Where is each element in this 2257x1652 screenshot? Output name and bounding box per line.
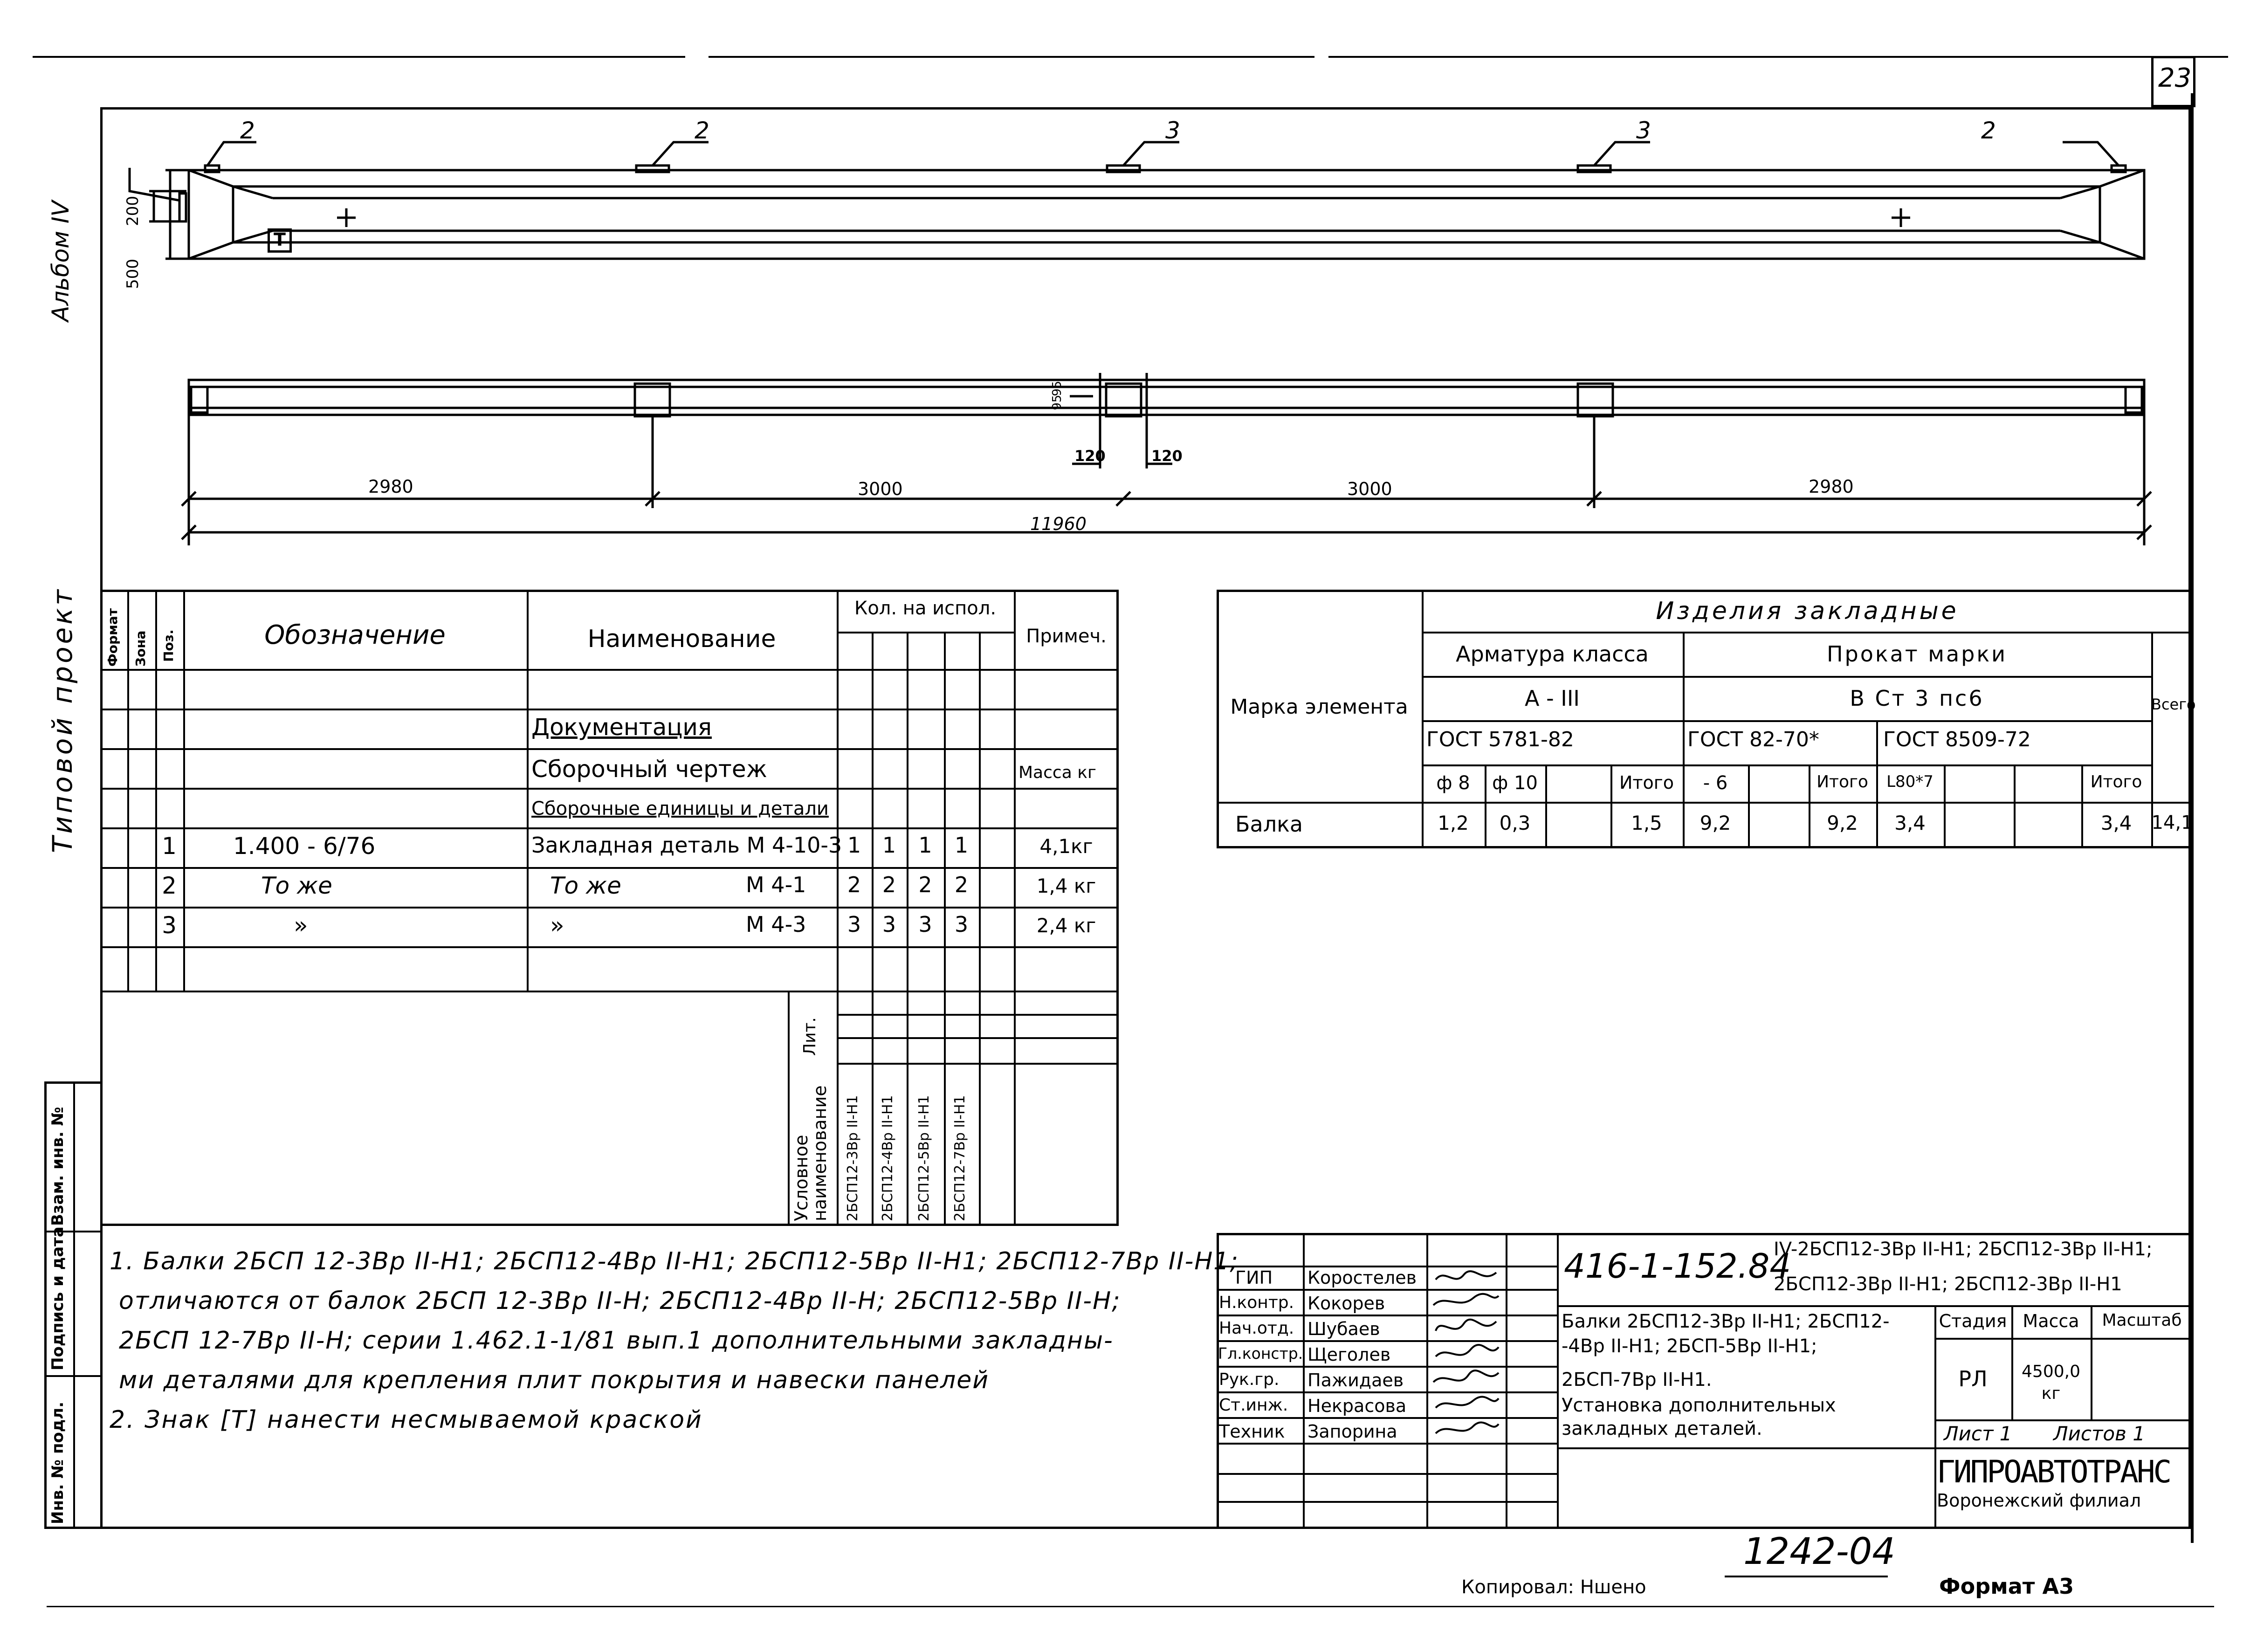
note-line: 2БСП 12-7Вр II-Н; серии 1.462.1-1/81 вып.1 дополнительными закладны-	[119, 1327, 1114, 1355]
qty-cell: 2	[847, 872, 861, 897]
value-cell: 3,4	[2100, 812, 2132, 834]
table-rule	[1545, 764, 1547, 848]
total-label: Всего	[2151, 695, 2196, 713]
organization-name: ГИПРОАВТОТРАНС	[1937, 1454, 2170, 1490]
table-rule	[1217, 1501, 1557, 1503]
signatures-column	[1426, 1266, 1506, 1445]
variant-label: 2БСП12-4Вр II-Н1	[880, 1095, 896, 1221]
table-rule	[1557, 1305, 2193, 1307]
signature-mark	[1433, 1294, 1499, 1305]
signature-mark	[1436, 1345, 1499, 1356]
lit-label: Лит.	[800, 1017, 819, 1056]
variants-line: IV-2БСП12-3Вр II-Н1; 2БСП12-3Вр II-Н1;	[1774, 1239, 2153, 1260]
value-cell: 9,2	[1827, 812, 1858, 834]
rolled-gost-1: ГОСТ 82-70*	[1687, 728, 1819, 751]
note-line: отличаются от балок 2БСП 12-3Вр II-Н; 2БСП12-4Вр II-Н; 2БСП12-5Вр II-Н;	[119, 1287, 1121, 1315]
signature-mark	[1436, 1422, 1499, 1433]
mark-label: 2	[1981, 117, 1996, 144]
top-trim-line	[709, 56, 1314, 58]
rolled-grade: В Ст 3 пс6	[1850, 686, 1984, 711]
table-rule	[837, 632, 1014, 633]
header-name: Наименование	[587, 625, 776, 653]
value-cell: 1,2	[1438, 812, 1469, 834]
stamp-divider	[44, 1375, 103, 1377]
format-label: Формат А3	[1939, 1574, 2074, 1599]
variant-label: 2БСП12-5Вр II-Н1	[916, 1095, 932, 1221]
header-format: Формат	[105, 608, 120, 667]
row-note: Масса кг	[1018, 763, 1096, 782]
table-rule	[837, 1014, 1119, 1016]
row-pos: 2	[162, 872, 177, 899]
sub-header: Итого	[2090, 772, 2142, 792]
table-rule	[100, 946, 1119, 948]
stamp-divider	[73, 1081, 75, 1529]
role-label: Рук.гр.	[1219, 1370, 1280, 1389]
signature-mark	[1436, 1320, 1496, 1331]
qty-cell: 2	[882, 872, 896, 897]
table-rule	[1422, 632, 2193, 633]
embedded-title: Изделия закладные	[1656, 597, 1959, 625]
sub-header: Итого	[1619, 772, 1674, 793]
beam-drawing	[100, 107, 2191, 573]
mass-value: 4500,0 кг	[2022, 1362, 2080, 1403]
mark-label: 3	[1165, 117, 1180, 144]
header-note: Примеч.	[1026, 626, 1107, 647]
person-name: Шубаев	[1307, 1319, 1380, 1339]
table-rule	[1217, 1473, 1557, 1475]
dim-label: 500	[124, 259, 142, 289]
sub-header: ф 8	[1436, 772, 1470, 794]
table-rule	[1557, 1447, 1934, 1449]
conditional-name-label: Условное наименование	[791, 1085, 830, 1221]
span-dim: 2980	[1809, 476, 1854, 497]
table-rule	[1944, 764, 1946, 848]
table-rule	[788, 991, 790, 1226]
signature-mark	[1436, 1271, 1496, 1280]
table-rule	[1217, 1315, 1557, 1316]
inventory-number: 1242-04	[1743, 1531, 1895, 1573]
table-rule	[1422, 764, 2151, 766]
row-note: 2,4 кг	[1036, 914, 1096, 937]
value-cell: 1,5	[1631, 812, 1662, 834]
dim-label: 120	[1074, 447, 1106, 465]
sub-header: L80*7	[1886, 772, 1934, 791]
role-label: Техник	[1219, 1421, 1285, 1442]
table-rule	[100, 991, 1119, 992]
table-rule	[837, 1063, 1119, 1065]
qty-cell: 2	[954, 872, 969, 897]
table-rule	[183, 590, 185, 991]
table-rule	[100, 867, 1119, 869]
role-label: Гл.констр.	[1218, 1344, 1303, 1363]
stamp-replace-label: Взам. инв. №	[48, 1107, 67, 1226]
description-line: Установка дополнительных	[1562, 1395, 1836, 1416]
table-rule	[100, 827, 1119, 829]
mass-label: Масса	[2023, 1311, 2079, 1331]
rolled-label: Прокат марки	[1826, 641, 2008, 667]
sub-header: - 6	[1703, 772, 1728, 794]
qty-cell: 3	[882, 912, 896, 937]
row-pos: 3	[162, 912, 177, 939]
qty-cell: 3	[918, 912, 932, 937]
scale-label: Масштаб	[2102, 1311, 2182, 1330]
stamp-signature-label: Подпись и дата	[48, 1226, 67, 1370]
role-label: ГИП	[1235, 1267, 1273, 1288]
table-rule	[979, 632, 981, 1226]
row-name: Сборочные единицы и детали	[531, 798, 829, 819]
beam-top-view	[189, 170, 2144, 259]
row-name: То же	[550, 872, 621, 899]
person-name: Пажидаев	[1307, 1370, 1404, 1390]
row-designation: »	[294, 912, 308, 939]
armature-class: А - III	[1524, 686, 1580, 711]
table-rule	[1217, 1289, 1557, 1291]
table-rule	[1217, 1340, 1557, 1342]
table-rule	[1217, 1443, 1557, 1445]
qty-cell: 1	[847, 833, 861, 858]
row-designation: 1.400 - 6/76	[233, 833, 376, 860]
embedded-items-table	[1217, 590, 2196, 848]
span-dim: 3000	[858, 479, 903, 499]
note-line: 2. Знак [Т] нанести несмываемой краской	[110, 1406, 703, 1434]
rolled-gost-2: ГОСТ 8509-72	[1883, 728, 2031, 751]
stamp-inv-label: Инв. № подл.	[48, 1401, 67, 1524]
description-line: закладных деталей.	[1562, 1418, 1762, 1439]
copied-by: Копировал: Ншено	[1461, 1576, 1646, 1598]
album-label: Альбом IV	[47, 200, 74, 322]
role-label: Нач.отд.	[1219, 1319, 1294, 1338]
element-mark-label: Марка элемента	[1230, 695, 1408, 719]
qty-cell: 1	[954, 833, 969, 858]
signature-mark	[1436, 1397, 1499, 1408]
table-rule	[1934, 1419, 2193, 1421]
role-label: Ст.инж.	[1219, 1396, 1288, 1415]
description-line: Балки 2БСП12-3Вр II-Н1; 2БСП12-	[1562, 1311, 1890, 1332]
table-rule	[1422, 720, 2151, 722]
armature-gost: ГОСТ 5781-82	[1426, 728, 1574, 751]
variant-label: 2БСП12-3Вр II-Н1	[845, 1095, 861, 1221]
dim-label: 95	[1050, 380, 1064, 396]
table-rule	[1934, 1447, 2193, 1449]
qty-cell: 2	[918, 872, 932, 897]
person-name: Коростелев	[1307, 1267, 1417, 1288]
project-label: Типовой проект	[47, 586, 78, 853]
table-rule	[1217, 1366, 1557, 1368]
description-line: 2БСП-7Вр II-Н1.	[1562, 1369, 1712, 1390]
value-cell: 9,2	[1700, 812, 1731, 834]
table-rule	[1934, 1338, 2193, 1340]
span-dim: 2980	[368, 476, 413, 497]
description-line: -4Вр II-Н1; 2БСП-5Вр II-Н1;	[1562, 1335, 1817, 1357]
qty-cell: 3	[954, 912, 969, 937]
qty-cell: 1	[882, 833, 896, 858]
bottom-trim-line	[47, 1606, 2214, 1607]
row-pos: 1	[162, 833, 177, 860]
role-label: Н.контр.	[1219, 1293, 1294, 1312]
person-name: Кокорев	[1307, 1293, 1385, 1314]
page-number: 23	[2158, 63, 2192, 93]
stage-label: Стадия	[1939, 1311, 2007, 1331]
table-rule	[1422, 676, 2151, 678]
sheet-label: Лист 1	[1944, 1422, 2012, 1445]
dim-label: 200	[124, 196, 142, 226]
note-line: ми деталями для крепления плит покрытия и навески панелей	[119, 1366, 990, 1394]
row-name: »	[550, 912, 564, 939]
row-note: 4,1кг	[1039, 835, 1093, 858]
table-rule	[100, 709, 1119, 710]
stage-value: РЛ	[1958, 1366, 1988, 1391]
qty-cell: 1	[918, 833, 932, 858]
variants-line: 2БСП12-3Вр II-Н1; 2БСП12-3Вр II-Н1	[1774, 1273, 2122, 1295]
sheets-label: Листов 1	[2053, 1422, 2145, 1445]
table-rule	[1748, 764, 1750, 848]
table-rule	[100, 788, 1119, 790]
total-dim: 11960	[1030, 514, 1087, 534]
value-cell: 0,3	[1499, 812, 1531, 834]
value-cell: 3,4	[1894, 812, 1926, 834]
table-rule	[100, 669, 1119, 671]
variant-label: 2БСП12-7Вр II-Н1	[952, 1095, 968, 1221]
sub-header: ф 10	[1492, 772, 1538, 794]
dim-label: 95	[1050, 394, 1064, 410]
header-qty: Кол. на испол.	[854, 598, 997, 619]
table-rule	[127, 590, 129, 991]
table-rule	[1217, 802, 2193, 804]
table-rule	[2014, 764, 2016, 848]
signature-mark	[1433, 1370, 1499, 1382]
row-name-mark: М 4-3	[746, 912, 806, 937]
row-note: 1,4 кг	[1036, 874, 1096, 897]
table-rule	[1422, 590, 1424, 848]
top-trim-line	[1328, 56, 2228, 58]
beam-inner-outline	[233, 186, 2100, 242]
row-name: Закладная деталь М 4-10-3	[531, 833, 842, 858]
inventory-underline	[1725, 1576, 1888, 1577]
table-rule	[100, 748, 1119, 750]
beam-side-view	[189, 380, 2144, 415]
table-rule	[1506, 1233, 1507, 1529]
dim-label: 120	[1151, 447, 1183, 465]
armature-label: Арматура класса	[1456, 641, 1649, 667]
header-designation: Обозначение	[264, 620, 446, 650]
mark-label: 3	[1636, 117, 1651, 144]
header-zone: Зона	[133, 630, 148, 667]
organization-branch: Воронежский филиал	[1937, 1490, 2141, 1511]
table-rule	[100, 907, 1119, 909]
row-name: Документация	[531, 714, 712, 741]
sub-header: Итого	[1817, 772, 1868, 792]
table-rule	[1217, 1417, 1557, 1419]
mark-label: 2	[240, 117, 255, 144]
person-name: Некрасова	[1307, 1396, 1407, 1416]
marking-symbol: Т	[274, 229, 286, 250]
row-name-mark: М 4-1	[746, 872, 806, 897]
row-name: Сборочный чертеж	[531, 756, 767, 783]
total-cell: 14,1	[2151, 812, 2193, 833]
person-name: Щеголев	[1307, 1344, 1391, 1365]
header-pos: Поз.	[161, 629, 176, 662]
qty-cell: 3	[847, 912, 861, 937]
span-dim: 3000	[1347, 479, 1392, 499]
table-rule	[1217, 1391, 1557, 1393]
mark-label: 2	[695, 117, 709, 144]
top-trim-line	[33, 56, 685, 58]
person-name: Запорина	[1307, 1421, 1397, 1442]
table-rule	[1557, 1233, 1559, 1529]
row-designation: То же	[261, 872, 332, 899]
table-rule	[1303, 1233, 1305, 1529]
row-mark: Балка	[1235, 812, 1303, 837]
note-line: 1. Балки 2БСП 12-3Вр II-Н1; 2БСП12-4Вр II-Н1; 2БСП12-5Вр II-Н1; 2БСП12-7Вр II-Н1;	[110, 1247, 1239, 1275]
table-rule	[837, 1037, 1119, 1039]
document-code: 416-1-152.84	[1564, 1246, 1791, 1286]
